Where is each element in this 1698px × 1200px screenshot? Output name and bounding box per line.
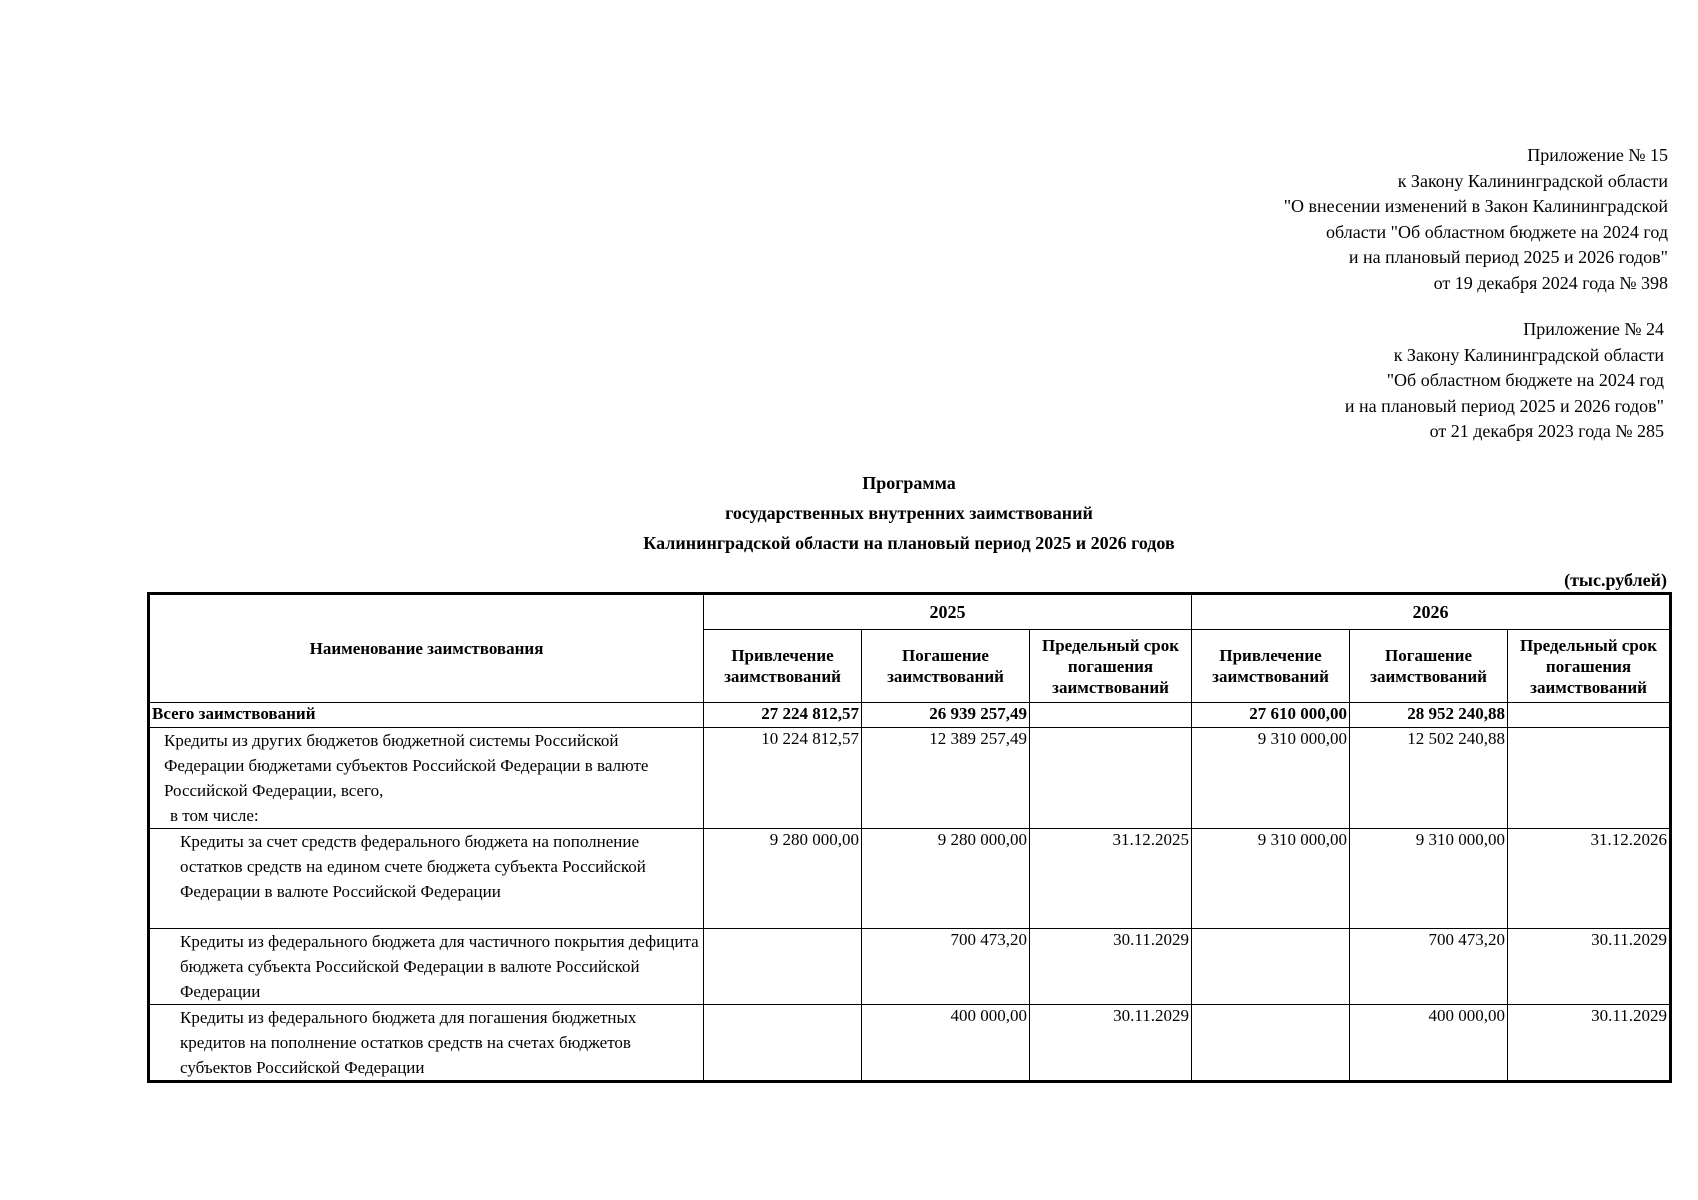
cell-repay-2026: 700 473,20 — [1350, 929, 1508, 1005]
header-repay-2026: Погашение заимствований — [1350, 630, 1508, 703]
header-name-col: Наименование заимствования — [149, 594, 704, 703]
cell-repay-2025: 9 280 000,00 — [862, 829, 1030, 929]
annex-line: Приложение № 24 — [1523, 319, 1664, 339]
annex-line: и на плановый период 2025 и 2026 годов" — [1344, 395, 1664, 416]
annex-line: к Закону Калининградской области — [1393, 344, 1664, 365]
header-repay-2025: Погашение заимствований — [862, 630, 1030, 703]
cell-attract-2025 — [704, 1005, 862, 1082]
borrowings-table — [147, 592, 1672, 1083]
table-row-total — [149, 703, 1671, 728]
cell-repay-2026: 400 000,00 — [1350, 1005, 1508, 1082]
header-term-2026: Предельный срок погашения заимствований — [1508, 630, 1671, 703]
annex-line: и на плановый период 2025 и 2026 годов" — [1348, 247, 1668, 267]
cell-term-2025: 30.11.2029 — [1030, 929, 1192, 1005]
annex-original-header — [1345, 317, 1664, 445]
cell-repay-2025: 26 939 257,49 — [862, 703, 1030, 728]
annex-line: "О внесении изменений в Закон Калининградской — [1283, 196, 1668, 216]
header-term-2025: Предельный срок погашения заимствований — [1030, 630, 1192, 703]
cell-attract-2026: 9 310 000,00 — [1192, 829, 1350, 929]
row-name: Кредиты из федерального бюджета для погашения бюджетных кредитов на пополнение остатков средств на счетах бюджетов субъектов Российской Федерации — [149, 1005, 704, 1082]
cell-term-2026: 31.12.2026 — [1508, 829, 1671, 929]
annex-line: области "Об областном бюджете на 2024 год — [1326, 221, 1668, 242]
cell-attract-2025: 27 224 812,57 — [704, 703, 862, 728]
row-name: Всего заимствований — [149, 703, 704, 728]
header-attract-2026: Привлечение заимствований — [1192, 630, 1350, 703]
cell-repay-2025: 700 473,20 — [862, 929, 1030, 1005]
cell-attract-2026 — [1192, 1005, 1350, 1082]
cell-term-2025 — [1030, 728, 1192, 829]
cell-term-2025 — [1030, 703, 1192, 728]
cell-attract-2025 — [704, 929, 862, 1005]
cell-repay-2026: 28 952 240,88 — [1350, 703, 1508, 728]
cell-attract-2025: 10 224 812,57 — [704, 728, 862, 829]
cell-term-2026: 30.11.2029 — [1508, 929, 1671, 1005]
annex-line: к Закону Калининградской области — [1397, 170, 1668, 191]
cell-attract-2026: 27 610 000,00 — [1192, 703, 1350, 728]
units-label: (тыс.рублей) — [1564, 570, 1667, 590]
cell-term-2026 — [1508, 703, 1671, 728]
row-name — [149, 728, 704, 829]
cell-term-2026 — [1508, 728, 1671, 829]
table-row — [149, 1005, 1671, 1082]
title-line-3: Калининградской области на плановый период 2025 и 2026 годов — [643, 533, 1175, 553]
cell-attract-2025: 9 280 000,00 — [704, 829, 862, 929]
row-subnote: в том числе: — [170, 806, 259, 825]
header-year-2025: 2025 — [704, 594, 1192, 630]
table-row — [149, 728, 1671, 829]
header-attract-2025: Привлечение заимствований — [704, 630, 862, 703]
annex-line: Приложение № 15 — [1527, 145, 1668, 165]
title-line-2: государственных внутренних заимствований — [725, 503, 1093, 523]
cell-repay-2026: 9 310 000,00 — [1350, 829, 1508, 929]
row-name: Кредиты из федерального бюджета для частичного покрытия дефицита бюджета субъекта Российской Федерации в валюте Российской Федерации — [149, 929, 704, 1005]
cell-attract-2026: 9 310 000,00 — [1192, 728, 1350, 829]
row-name: Кредиты за счет средств федерального бюджета на пополнение остатков средств на едином счете бюджета субъекта Российской Федерации в валюте Российской Федерации — [149, 829, 704, 929]
annex-line: от 19 декабря 2024 года № 398 — [1433, 272, 1668, 293]
cell-repay-2025: 12 389 257,49 — [862, 728, 1030, 829]
document-title — [0, 468, 1698, 558]
cell-term-2025: 30.11.2029 — [1030, 1005, 1192, 1082]
annex-line: от 21 декабря 2023 года № 285 — [1429, 421, 1664, 441]
table-row — [149, 929, 1671, 1005]
annex-line: "Об областном бюджете на 2024 год — [1386, 370, 1664, 390]
row-name-text: Кредиты из других бюджетов бюджетной системы Российской Федерации бюджетами субъектов Российской Федерации в валюте Российской Федерации, всего, — [164, 731, 649, 800]
table-row — [149, 829, 1671, 929]
cell-attract-2026 — [1192, 929, 1350, 1005]
annex-current-header — [1284, 143, 1668, 296]
header-year-2026: 2026 — [1192, 594, 1671, 630]
cell-term-2025: 31.12.2025 — [1030, 829, 1192, 929]
cell-term-2026: 30.11.2029 — [1508, 1005, 1671, 1082]
cell-repay-2026: 12 502 240,88 — [1350, 728, 1508, 829]
cell-repay-2025: 400 000,00 — [862, 1005, 1030, 1082]
title-line-1: Программа — [862, 473, 956, 493]
